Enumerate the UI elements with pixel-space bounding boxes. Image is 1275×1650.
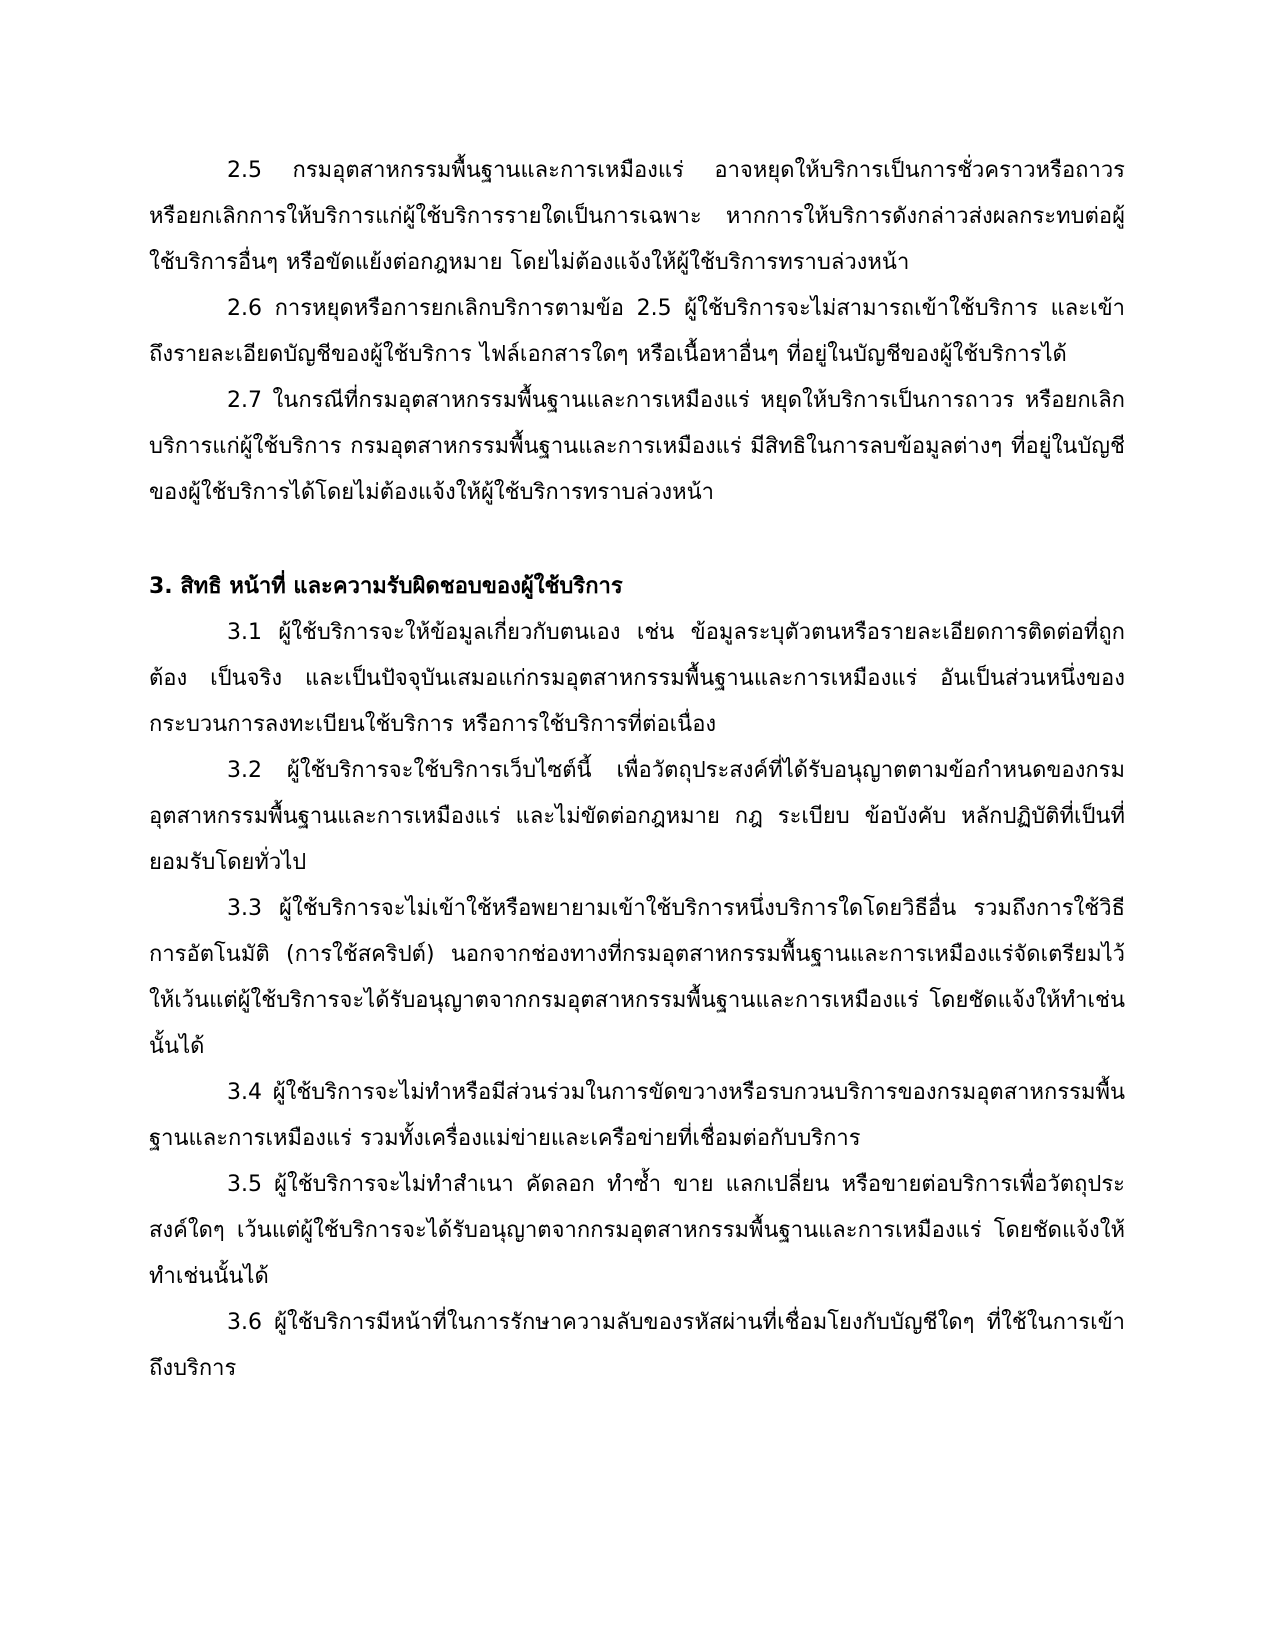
- section-spacer: [149, 516, 1125, 564]
- clause-3-5: 3.5 ผู้ใช้บริการจะไม่ทำสำเนา คัดลอก ทำซ้ำ ขาย แลกเปลี่ยน หรือขายต่อบริการเพื่อวัตถุประสงค์ใดๆ เว้นแต่ผู้ใช้บริการจะได้รับอนุญาตจากกรมอุตสาหกรรมพื้นฐานและการเหมืองแร่ โดยชัดแจ้งให้ทำเช่นนั้นได้: [149, 1172, 1125, 1289]
- section-3-heading: 3. สิทธิ หน้าที่ และความรับผิดชอบของผู้ใช้บริการ: [149, 574, 623, 599]
- clause-2-6: 2.6 การหยุดหรือการยกเลิกบริการตามข้อ 2.5 ผู้ใช้บริการจะไม่สามารถเข้าใช้บริการ และเข้าถึงรายละเอียดบัญชีของผู้ใช้บริการ ไฟล์เอกสารใดๆ หรือเนื้อหาอื่นๆ ที่อยู่ในบัญชีของผู้ใช้บริการได้: [149, 296, 1125, 367]
- clause-2-5: 2.5 กรมอุตสาหกรรมพื้นฐานและการเหมืองแร่ อาจหยุดให้บริการเป็นการชั่วคราวหรือถาวร หรือยกเลิกการให้บริการแก่ผู้ใช้บริการรายใดเป็นการเฉพาะ หากการให้บริการดังกล่าวส่งผลกระทบต่อผู้ใช้บริการอื่นๆ หรือขัดแย้งต่อกฎหมาย โดยไม่ต้องแจ้งให้ผู้ใช้บริการทราบล่วงหน้า: [149, 158, 1125, 275]
- document-body: [149, 148, 1125, 1392]
- clause-2-7: 2.7 ในกรณีที่กรมอุตสาหกรรมพื้นฐานและการเหมืองแร่ หยุดให้บริการเป็นการถาวร หรือยกเลิกบริการแก่ผู้ใช้บริการ กรมอุตสาหกรรมพื้นฐานและการเหมืองแร่ มีสิทธิในการลบข้อมูลต่างๆ ที่อยู่ในบัญชีของผู้ใช้บริการได้โดยไม่ต้องแจ้งให้ผู้ใช้บริการทราบล่วงหน้า: [149, 388, 1125, 505]
- clause-3-6: 3.6 ผู้ใช้บริการมีหน้าที่ในการรักษาความลับของรหัสผ่านที่เชื่อมโยงกับบัญชีใดๆ ที่ใช้ในการเข้าถึงบริการ: [149, 1310, 1125, 1381]
- clause-3-1: 3.1 ผู้ใช้บริการจะให้ข้อมูลเกี่ยวกับตนเอง เช่น ข้อมูลระบุตัวตนหรือรายละเอียดการติดต่อที่ถูกต้อง เป็นจริง และเป็นปัจจุบันเสมอแก่กรมอุตสาหกรรมพื้นฐานและการเหมืองแร่ อันเป็นส่วนหนึ่งของกระบวนการลงทะเบียนใช้บริการ หรือการใช้บริการที่ต่อเนื่อง: [149, 620, 1125, 737]
- clause-3-4: 3.4 ผู้ใช้บริการจะไม่ทำหรือมีส่วนร่วมในการขัดขวางหรือรบกวนบริการของกรมอุตสาหกรรมพื้นฐานและการเหมืองแร่ รวมทั้งเครื่องแม่ข่ายและเครือข่ายที่เชื่อมต่อกับบริการ: [149, 1080, 1125, 1151]
- clause-3-2: 3.2 ผู้ใช้บริการจะใช้บริการเว็บไซต์นี้ เพื่อวัตถุประสงค์ที่ได้รับอนุญาตตามข้อกำหนดของกรมอุตสาหกรรมพื้นฐานและการเหมืองแร่ และไม่ขัดต่อกฎหมาย กฎ ระเบียบ ข้อบังคับ หลักปฏิบัติที่เป็นที่ยอมรับโดยทั่วไป: [149, 758, 1125, 875]
- clause-3-3: 3.3 ผู้ใช้บริการจะไม่เข้าใช้หรือพยายามเข้าใช้บริการหนึ่งบริการใดโดยวิธีอื่น รวมถึงการใช้วิธีการอัตโนมัติ (การใช้สคริปต์) นอกจากช่องทางที่กรมอุตสาหกรรมพื้นฐานและการเหมืองแร่จัดเตรียมไว้ให้เว้นแต่ผู้ใช้บริการจะได้รับอนุญาตจากกรมอุตสาหกรรมพื้นฐานและการเหมืองแร่ โดยชัดแจ้งให้ทำเช่นนั้นได้: [149, 896, 1125, 1059]
